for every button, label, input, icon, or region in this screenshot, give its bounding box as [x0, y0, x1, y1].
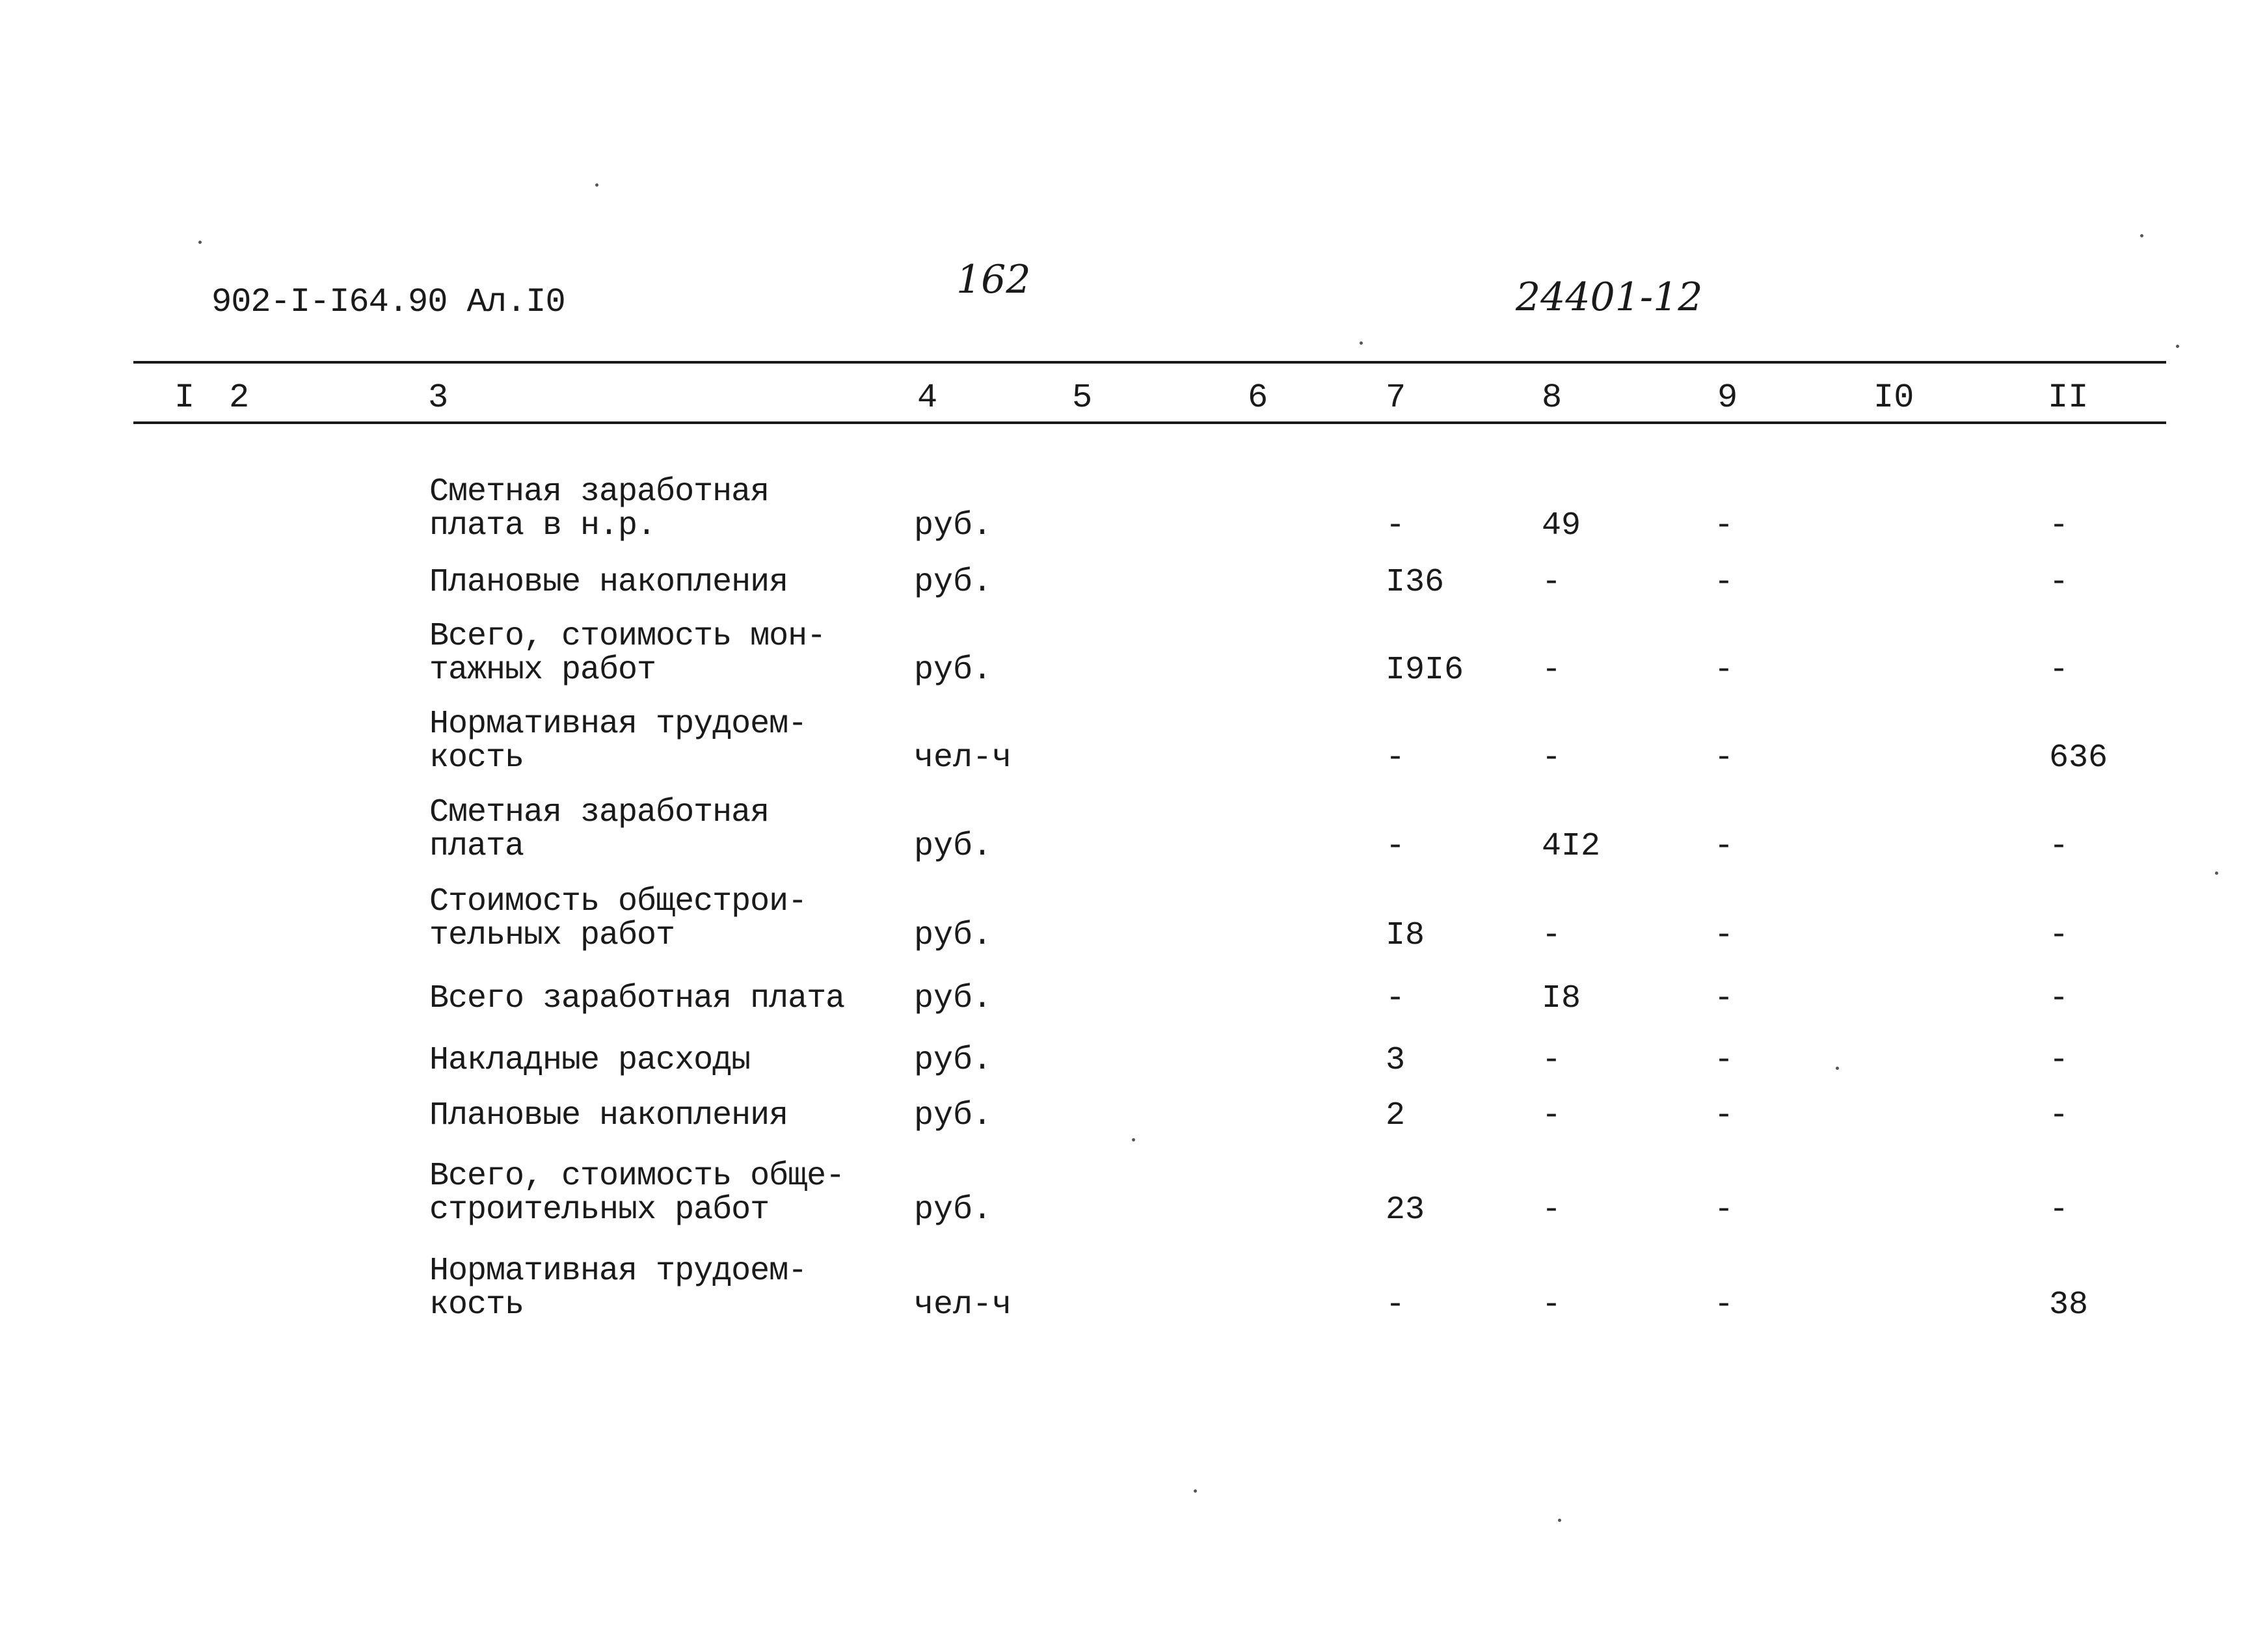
row-col9: -: [1714, 828, 1734, 865]
row-col8: I8: [1542, 980, 1581, 1017]
column-header-6: 6: [1248, 379, 1268, 417]
table-row: [0, 1247, 2267, 1322]
row-col7: I9I6: [1386, 652, 1464, 689]
row-col9: -: [1714, 980, 1734, 1017]
row-unit: руб.: [914, 1042, 993, 1079]
row-col11: -: [2049, 652, 2069, 689]
row-col11: 636: [2049, 739, 2108, 777]
row-col8: -: [1542, 1042, 1562, 1079]
column-header-10: I0: [1873, 379, 1914, 417]
row-col9: -: [1714, 917, 1734, 954]
column-header-5: 5: [1072, 379, 1093, 417]
row-unit: руб.: [914, 564, 993, 601]
row-label: Нормативная трудоем- кость: [429, 1253, 807, 1324]
row-unit: чел-ч: [914, 1286, 1012, 1324]
scan-speck: [2215, 872, 2218, 875]
scan-speck: [2140, 234, 2143, 237]
table-row: [0, 473, 2267, 543]
row-col7: -: [1386, 1286, 1406, 1324]
row-col8: 49: [1542, 507, 1581, 544]
row-unit: руб.: [914, 652, 993, 689]
row-col8: -: [1542, 652, 1562, 689]
table-row: [0, 563, 2267, 600]
row-unit: руб.: [914, 507, 993, 544]
scan-speck: [595, 183, 598, 187]
row-col11: -: [2049, 507, 2069, 544]
scan-speck: [2176, 345, 2179, 348]
document-code: 902-I-I64.90 Ал.I0: [211, 283, 565, 321]
row-label: Накладные расходы: [429, 1042, 751, 1079]
row-col8: -: [1542, 739, 1562, 777]
column-header-7: 7: [1386, 379, 1406, 417]
row-col9: -: [1714, 739, 1734, 777]
table-row: [0, 1154, 2267, 1227]
row-unit: руб.: [914, 1192, 993, 1229]
table-row: [0, 1096, 2267, 1133]
row-col8: -: [1542, 1192, 1562, 1229]
row-unit: чел-ч: [914, 739, 1012, 777]
row-col9: -: [1714, 1042, 1734, 1079]
scan-speck: [198, 241, 202, 244]
row-col7: 2: [1386, 1097, 1406, 1134]
scan-speck: [1360, 341, 1363, 345]
row-unit: руб.: [914, 1097, 993, 1134]
row-col8: -: [1542, 917, 1562, 954]
row-label: Всего, стоимость обще- строительных работ: [429, 1158, 845, 1229]
column-header-2: 2: [229, 379, 250, 417]
row-col7: -: [1386, 828, 1406, 865]
row-col7: I36: [1386, 564, 1445, 601]
row-label: Всего, стоимость мон- тажных работ: [429, 618, 826, 689]
row-label: Сметная заработная плата в н.р.: [429, 473, 770, 544]
table-row: [0, 1041, 2267, 1078]
row-col11: -: [2049, 564, 2069, 601]
table-top-rule: [133, 361, 2166, 364]
row-col11: 38: [2049, 1286, 2089, 1324]
page-number: 162: [956, 257, 1031, 302]
column-header-11: II: [2048, 379, 2089, 417]
column-header-3: 3: [428, 379, 449, 417]
row-col7: I8: [1386, 917, 1425, 954]
row-col8: -: [1542, 564, 1562, 601]
row-col7: -: [1386, 739, 1406, 777]
row-col11: -: [2049, 1192, 2069, 1229]
row-col8: -: [1542, 1097, 1562, 1134]
row-col11: -: [2049, 1097, 2069, 1134]
row-col9: -: [1714, 507, 1734, 544]
row-col7: -: [1386, 507, 1406, 544]
row-col11: -: [2049, 917, 2069, 954]
row-col7: 3: [1386, 1042, 1406, 1079]
column-header-9: 9: [1717, 379, 1738, 417]
row-col9: -: [1714, 1286, 1734, 1324]
row-unit: руб.: [914, 980, 993, 1017]
table-header-rule: [133, 421, 2166, 424]
row-col11: -: [2049, 1042, 2069, 1079]
table-row: [0, 792, 2267, 864]
row-col9: -: [1714, 652, 1734, 689]
row-label: Нормативная трудоем- кость: [429, 706, 807, 777]
row-col8: -: [1542, 1286, 1562, 1324]
row-col8: 4I2: [1542, 828, 1601, 865]
row-col11: -: [2049, 980, 2069, 1017]
column-header-1: I: [174, 379, 195, 417]
row-col7: -: [1386, 980, 1406, 1017]
row-unit: руб.: [914, 917, 993, 954]
row-col9: -: [1714, 564, 1734, 601]
row-label: Плановые накопления: [429, 564, 788, 601]
scan-speck: [1836, 1067, 1839, 1070]
table-row: [0, 881, 2267, 953]
inventory-number: 24401-12: [1516, 274, 1703, 320]
row-unit: руб.: [914, 828, 993, 865]
row-label: Стоимость общестрои- тельных работ: [429, 883, 807, 954]
scan-speck: [1132, 1138, 1135, 1141]
row-col9: -: [1714, 1097, 1734, 1134]
row-col11: -: [2049, 828, 2069, 865]
column-header-4: 4: [917, 379, 938, 417]
row-label: Всего заработная плата: [429, 980, 845, 1017]
column-header-8: 8: [1542, 379, 1563, 417]
table-row: [0, 979, 2267, 1016]
row-col9: -: [1714, 1192, 1734, 1229]
table-row: [0, 615, 2267, 687]
scan-speck: [1194, 1489, 1197, 1493]
row-label: Плановые накопления: [429, 1097, 788, 1134]
row-col7: 23: [1386, 1192, 1425, 1229]
scan-speck: [1558, 1519, 1561, 1522]
row-label: Сметная заработная плата: [429, 794, 770, 865]
table-row: [0, 704, 2267, 775]
